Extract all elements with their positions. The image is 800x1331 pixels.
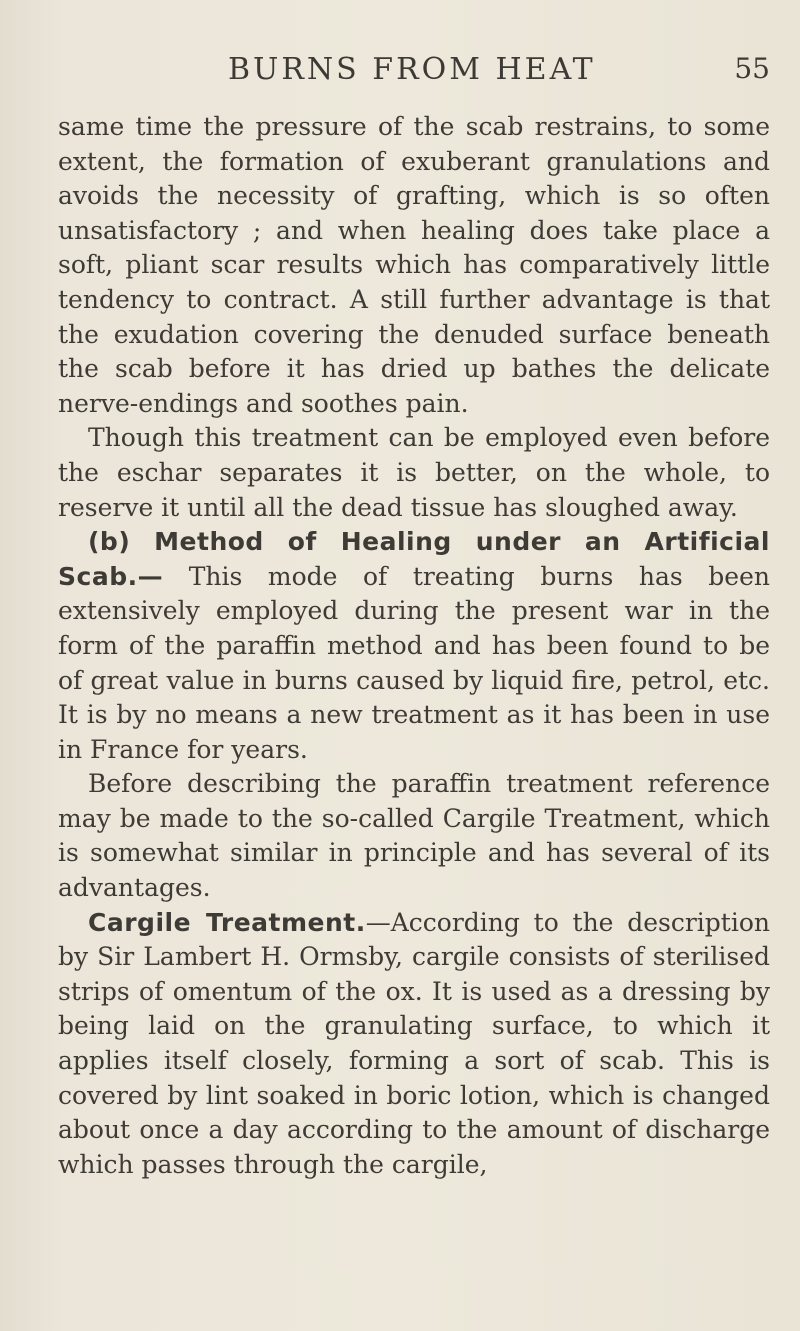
paragraph-text: This mode of treating burns has been extensively employed during the present war in the form of the paraffin method and has been found to be of great value in burns caused by liquid fire, petrol, etc. It is by no means a new treatment as it has been in use in France for years. <box>58 561 770 764</box>
paragraph-text: Before describing the paraffin treatment reference may be made to the so-called Cargile Treatment, which is somewhat similar in principle and has several of its advantages. <box>58 769 770 903</box>
paragraph-scab-advantages <box>58 110 770 421</box>
paragraph-text: —According to the description by Sir Lambert H. Ormsby, cargile consists of sterilised strips of omentum of the ox. It is used as a dressing by being laid on the granulating surface, to which it applies itself closely, forming a sort of scab. This is covered by lint soaked in boric lotion, which is changed about once a day according to the amount of discharge which passes through the cargile, <box>58 907 770 1179</box>
paragraph-text: same time the pressure of the scab restrains, to some extent, the formation of exuberant granulations and avoids the necessity of grafting, which is so often unsatisfactory ; and when healing does take place a soft, pliant scar results which has comparatively little tendency to contract. A still further advantage is that the exudation covering the denuded surface beneath the scab before it has dried up bathes the delicate nerve-endings and soothes pain. <box>58 112 770 418</box>
paragraph-text: Though this treatment can be employed even before the eschar separates it is better, on the whole, to reserve it until all the dead tissue has sloughed away. <box>58 423 770 522</box>
running-title: BURNS FROM HEAT <box>228 52 596 87</box>
paragraph-cargile-intro <box>58 767 770 905</box>
page-number: 55 <box>734 52 770 85</box>
paragraph-artificial-scab <box>58 525 770 767</box>
section-heading: Cargile Treatment. <box>88 907 366 937</box>
paragraph-eschar <box>58 421 770 525</box>
body-text <box>58 110 770 1182</box>
running-header <box>60 52 770 92</box>
paragraph-cargile-treatment <box>58 906 770 1183</box>
section-heading: (b) Method of Healing under an Artificial Scab.— <box>58 527 770 591</box>
